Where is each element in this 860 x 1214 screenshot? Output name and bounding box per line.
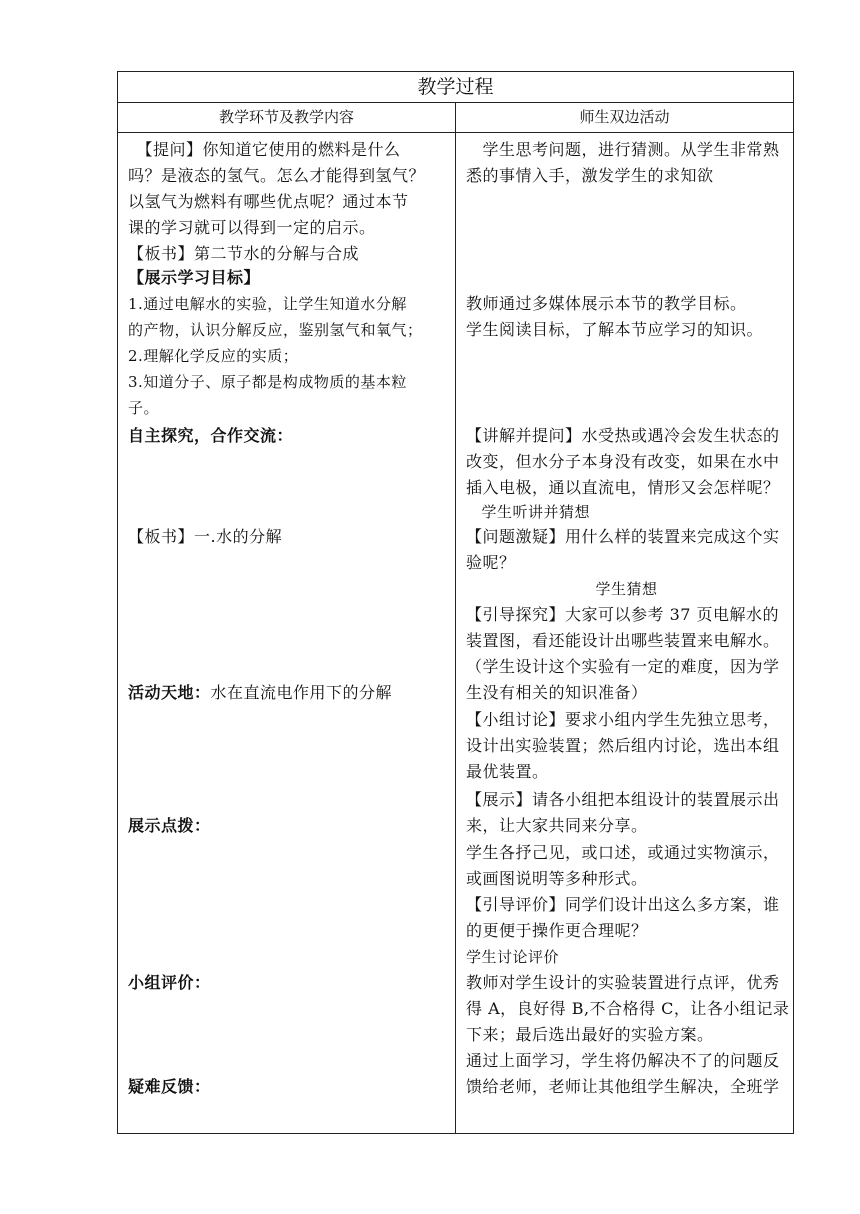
right-line: 教师通过多媒体展示本节的教学目标。 — [466, 294, 747, 313]
left-line: 【板书】一.水的分解 — [128, 527, 283, 546]
left-line: 吗？是液态的氢气。怎么才能得到氢气？ — [128, 166, 426, 185]
right-line: 【讲解并提问】水受热或遇冷会发生状态的 — [466, 426, 780, 445]
header-activities: 师生双边活动 — [456, 103, 794, 133]
right-line: 【问题激疑】用什么样的装置来完成这个实 — [466, 527, 780, 546]
left-line: 的产物，认识分解反应，鉴别氢气和氧气； — [128, 321, 423, 339]
right-activity-cell — [456, 133, 794, 1134]
right-line: 【引导探究】大家可以参考 37 页电解水的 — [466, 605, 780, 624]
right-line: 插入电极，通以直流电，情形又会怎样呢？ — [466, 478, 780, 497]
left-line — [128, 680, 449, 706]
right-line: 得 A，良好得 B,不合格得 C，让各小组记录 — [466, 999, 790, 1018]
right-line: 验呢？ — [466, 553, 516, 572]
right-line: 教师对学生设计的实验装置进行点评，优秀 — [466, 973, 780, 992]
right-line: 【引导评价】同学们设计出这么多方案，谁 — [466, 895, 780, 914]
right-line: 学生听讲并猜想 — [466, 503, 591, 521]
right-line: 通过上面学习，学生将仍解决不了的问题反 — [466, 1051, 780, 1070]
body-row — [118, 133, 794, 1134]
left-line-heading: 展示点拨： — [128, 816, 211, 835]
right-line: 或画图说明等多种形式。 — [466, 869, 648, 888]
right-line: 下来；最后选出最好的实验方案。 — [466, 1025, 714, 1044]
right-line: 装置图，看还能设计出哪些装置来电解水。 — [466, 631, 780, 650]
right-line: 【小组讨论】要求小组内学生先独立思考， — [466, 710, 780, 729]
activity-label: 活动天地： — [128, 683, 211, 702]
right-line: 生没有相关的知识准备） — [466, 683, 648, 702]
right-line: 学生各抒己见，或口述，或通过实物演示， — [466, 843, 780, 862]
right-line: 学生阅读目标，了解本节应学习的知识。 — [466, 320, 764, 339]
teaching-process-table — [117, 71, 794, 1134]
left-line: 子。 — [128, 399, 160, 417]
right-line: 学生猜想 — [595, 580, 658, 598]
table-title: 教学过程 — [118, 72, 794, 103]
left-line: 1.通过电解水的实验，让学生知道水分解 — [128, 295, 407, 313]
right-line: 馈给老师，老师让其他组学生解决，全班学 — [466, 1077, 780, 1096]
header-row — [118, 103, 794, 133]
left-line: 【板书】第二节水的分解与合成 — [128, 244, 360, 263]
right-line: 改变，但水分子本身没有改变，如果在水中 — [466, 452, 780, 471]
left-line: 【提问】你知道它使用的燃料是什么 — [128, 140, 401, 159]
title-row — [118, 72, 794, 103]
right-line: 最优装置。 — [466, 762, 549, 781]
left-line: 3.知道分子、原子都是构成物质的基本粒 — [128, 373, 407, 391]
left-line-heading: 疑难反馈： — [128, 1077, 211, 1096]
right-line: 的更便于操作更合理呢？ — [466, 921, 648, 940]
right-line: 【展示】请各小组把本组设计的装置展示出 — [466, 790, 780, 809]
header-teaching-content: 教学环节及教学内容 — [118, 103, 456, 133]
right-line: 来，让大家共同来分享。 — [466, 816, 648, 835]
right-line: （学生设计这个实验有一定的难度，因为学 — [466, 657, 780, 676]
left-content-cell — [118, 133, 456, 1134]
activity-text: 水在直流电作用下的分解 — [210, 683, 393, 702]
left-line-heading: 自主探究，合作交流： — [128, 426, 294, 445]
right-line: 学生思考问题，进行猜测。从学生非常熟 — [466, 140, 780, 159]
right-line: 悉的事情入手，激发学生的求知欲 — [466, 166, 714, 185]
left-line-heading: 【展示学习目标】 — [128, 268, 261, 287]
right-line: 学生讨论评价 — [466, 948, 560, 966]
left-line: 2.理解化学反应的实质； — [128, 347, 299, 365]
left-line: 以氢气为燃料有哪些优点呢？通过本节 — [128, 192, 409, 211]
left-line-heading: 小组评价： — [128, 973, 211, 992]
left-line: 课的学习就可以得到一定的启示。 — [128, 218, 376, 237]
right-line: 设计出实验装置；然后组内讨论，选出本组 — [466, 736, 780, 755]
